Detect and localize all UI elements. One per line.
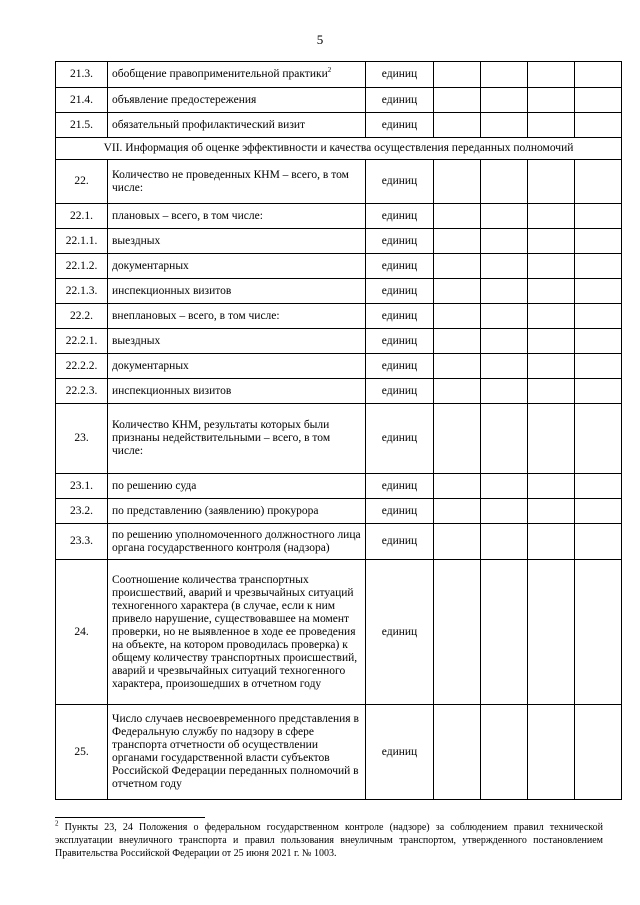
value-cell (528, 160, 575, 204)
row-description-cell (108, 379, 366, 404)
value-cell (528, 329, 575, 354)
row-number: 22.1. (56, 204, 108, 229)
value-cell (434, 160, 481, 204)
row-description: выездных (112, 334, 161, 347)
value-cell (481, 62, 528, 88)
value-cell (575, 113, 622, 138)
row-description-cell (108, 560, 366, 705)
row-number: 21.3. (56, 62, 108, 88)
row-number: 22.2.1. (56, 329, 108, 354)
row-description: по решению суда (112, 479, 197, 492)
row-number: 23.1. (56, 474, 108, 499)
row-description-cell (108, 705, 366, 800)
table-row (56, 499, 622, 524)
table-row (56, 204, 622, 229)
table-row (56, 279, 622, 304)
row-unit: единиц (366, 113, 434, 138)
row-number: 21.5. (56, 113, 108, 138)
row-number: 23.2. (56, 499, 108, 524)
value-cell (575, 560, 622, 705)
row-unit: единиц (366, 705, 434, 800)
value-cell (481, 304, 528, 329)
table-row (56, 88, 622, 113)
value-cell (528, 254, 575, 279)
value-cell (528, 499, 575, 524)
section-title: VII. Информация об оценке эффективности и качества осуществления переданных полномочий (56, 138, 622, 160)
value-cell (434, 560, 481, 705)
row-unit: единиц (366, 279, 434, 304)
row-description: плановых – всего, в том числе: (112, 209, 263, 222)
row-description-cell (108, 304, 366, 329)
table-row (56, 229, 622, 254)
row-number: 22.1.3. (56, 279, 108, 304)
value-cell (434, 88, 481, 113)
value-cell (434, 62, 481, 88)
value-cell (481, 329, 528, 354)
value-cell (434, 524, 481, 560)
value-cell (528, 354, 575, 379)
row-number: 22.2. (56, 304, 108, 329)
row-unit: единиц (366, 254, 434, 279)
footnote-reference: 2 (327, 66, 332, 75)
value-cell (575, 88, 622, 113)
value-cell (434, 113, 481, 138)
value-cell (434, 229, 481, 254)
row-description: Количество не проведенных КНМ – всего, в том числе: (112, 168, 349, 194)
value-cell (528, 88, 575, 113)
row-description-cell (108, 354, 366, 379)
value-cell (434, 279, 481, 304)
row-description: обязательный профилактический визит (112, 118, 306, 131)
row-unit: единиц (366, 88, 434, 113)
value-cell (481, 113, 528, 138)
value-cell (481, 229, 528, 254)
row-unit: единиц (366, 404, 434, 474)
value-cell (434, 404, 481, 474)
table-row (56, 304, 622, 329)
table-row (56, 474, 622, 499)
report-table (55, 61, 622, 800)
value-cell (528, 474, 575, 499)
value-cell (575, 304, 622, 329)
row-unit: единиц (366, 474, 434, 499)
table-row (56, 524, 622, 560)
value-cell (434, 705, 481, 800)
row-unit: единиц (366, 62, 434, 88)
row-description: по решению уполномоченного должностного лица органа государственного контроля (надзора) (112, 528, 361, 554)
row-unit: единиц (366, 354, 434, 379)
footnote-marker: 2 (55, 819, 59, 828)
table-row (56, 113, 622, 138)
table-row (56, 560, 622, 705)
row-number: 24. (56, 560, 108, 705)
row-description: Соотношение количества транспортных происшествий, аварий и чрезвычайных ситуаций техногенного характера (в случае, если к ним привело нарушение, существовавшее на момент проверки, но не выявленное в ходе ее проведения на объекте, на котором проводилась проверка) к общему количеству транспортных происшествий, аварий и чрезвычайных ситуаций техногенного характера, произошедших в отчетном году (112, 573, 358, 690)
row-description: обобщение правоприменительной практики (112, 68, 328, 80)
value-cell (481, 705, 528, 800)
footnote-separator (55, 817, 205, 818)
value-cell (575, 329, 622, 354)
row-number: 22.1.1. (56, 229, 108, 254)
value-cell (528, 404, 575, 474)
value-cell (528, 705, 575, 800)
value-cell (481, 499, 528, 524)
value-cell (481, 204, 528, 229)
value-cell (575, 474, 622, 499)
row-description-cell (108, 474, 366, 499)
value-cell (481, 379, 528, 404)
row-number: 22. (56, 160, 108, 204)
table-row (56, 404, 622, 474)
row-description: документарных (112, 259, 189, 272)
value-cell (434, 354, 481, 379)
row-description: по представлению (заявлению) прокурора (112, 504, 319, 517)
value-cell (575, 204, 622, 229)
row-description: инспекционных визитов (112, 284, 232, 297)
footnote (55, 821, 603, 860)
table-row (56, 329, 622, 354)
value-cell (434, 499, 481, 524)
row-description: объявление предостережения (112, 93, 257, 106)
value-cell (434, 329, 481, 354)
row-unit: единиц (366, 560, 434, 705)
row-description-cell (108, 404, 366, 474)
row-unit: единиц (366, 204, 434, 229)
footnote-text: Пункты 23, 24 Положения о федеральном государственном контроле (надзоре) за соблюдением правил технической эксплуатации внеуличного транспорта и правил пользования внеуличным транспортом, утвержденного постановлением Правительства Российской Федерации от 25 июня 2021 г. № 1003. (55, 822, 603, 859)
value-cell (575, 354, 622, 379)
row-description: внеплановых – всего, в том числе: (112, 309, 280, 322)
value-cell (575, 404, 622, 474)
value-cell (528, 113, 575, 138)
value-cell (481, 524, 528, 560)
value-cell (528, 204, 575, 229)
value-cell (575, 160, 622, 204)
value-cell (528, 229, 575, 254)
row-description: выездных (112, 234, 161, 247)
value-cell (481, 560, 528, 705)
row-description-cell (108, 160, 366, 204)
row-unit: единиц (366, 160, 434, 204)
value-cell (575, 254, 622, 279)
table-row (56, 254, 622, 279)
value-cell (481, 354, 528, 379)
row-description-cell (108, 88, 366, 113)
row-description: Число случаев несвоевременного представления в Федеральную службу по надзору в сфере транспорта отчетности об осуществлении органами государственной власти субъектов Российской Федерации переданных полномочий в отчетном году (112, 713, 359, 790)
value-cell (434, 379, 481, 404)
row-unit: единиц (366, 329, 434, 354)
row-number: 25. (56, 705, 108, 800)
value-cell (481, 474, 528, 499)
value-cell (575, 62, 622, 88)
table-row (56, 160, 622, 204)
row-number: 22.1.2. (56, 254, 108, 279)
table-row (56, 705, 622, 800)
value-cell (434, 474, 481, 499)
row-description-cell (108, 62, 366, 88)
row-description-cell (108, 279, 366, 304)
value-cell (528, 560, 575, 705)
value-cell (481, 88, 528, 113)
value-cell (481, 279, 528, 304)
value-cell (528, 279, 575, 304)
value-cell (528, 379, 575, 404)
table-row (56, 354, 622, 379)
row-number: 23.3. (56, 524, 108, 560)
value-cell (575, 279, 622, 304)
row-number: 21.4. (56, 88, 108, 113)
value-cell (481, 160, 528, 204)
value-cell (575, 705, 622, 800)
value-cell (481, 254, 528, 279)
value-cell (575, 379, 622, 404)
table-row (56, 379, 622, 404)
row-unit: единиц (366, 499, 434, 524)
value-cell (434, 204, 481, 229)
section-header-row (56, 138, 622, 160)
table-row (56, 62, 622, 88)
row-number: 22.2.3. (56, 379, 108, 404)
row-description-cell (108, 254, 366, 279)
row-number: 23. (56, 404, 108, 474)
value-cell (528, 62, 575, 88)
row-description-cell (108, 524, 366, 560)
value-cell (528, 304, 575, 329)
row-number: 22.2.2. (56, 354, 108, 379)
value-cell (575, 229, 622, 254)
row-description: документарных (112, 359, 189, 372)
row-description: Количество КНМ, результаты которых были признаны недействительными – всего, в том числе: (112, 419, 331, 457)
row-description-cell (108, 204, 366, 229)
row-description-cell (108, 329, 366, 354)
row-description-cell (108, 229, 366, 254)
page-number: 5 (316, 32, 324, 47)
row-description-cell (108, 499, 366, 524)
value-cell (434, 304, 481, 329)
value-cell (481, 404, 528, 474)
value-cell (575, 524, 622, 560)
value-cell (434, 254, 481, 279)
value-cell (575, 499, 622, 524)
row-unit: единиц (366, 229, 434, 254)
row-unit: единиц (366, 379, 434, 404)
row-description-cell (108, 113, 366, 138)
row-description: инспекционных визитов (112, 384, 232, 397)
row-unit: единиц (366, 524, 434, 560)
row-unit: единиц (366, 304, 434, 329)
value-cell (528, 524, 575, 560)
